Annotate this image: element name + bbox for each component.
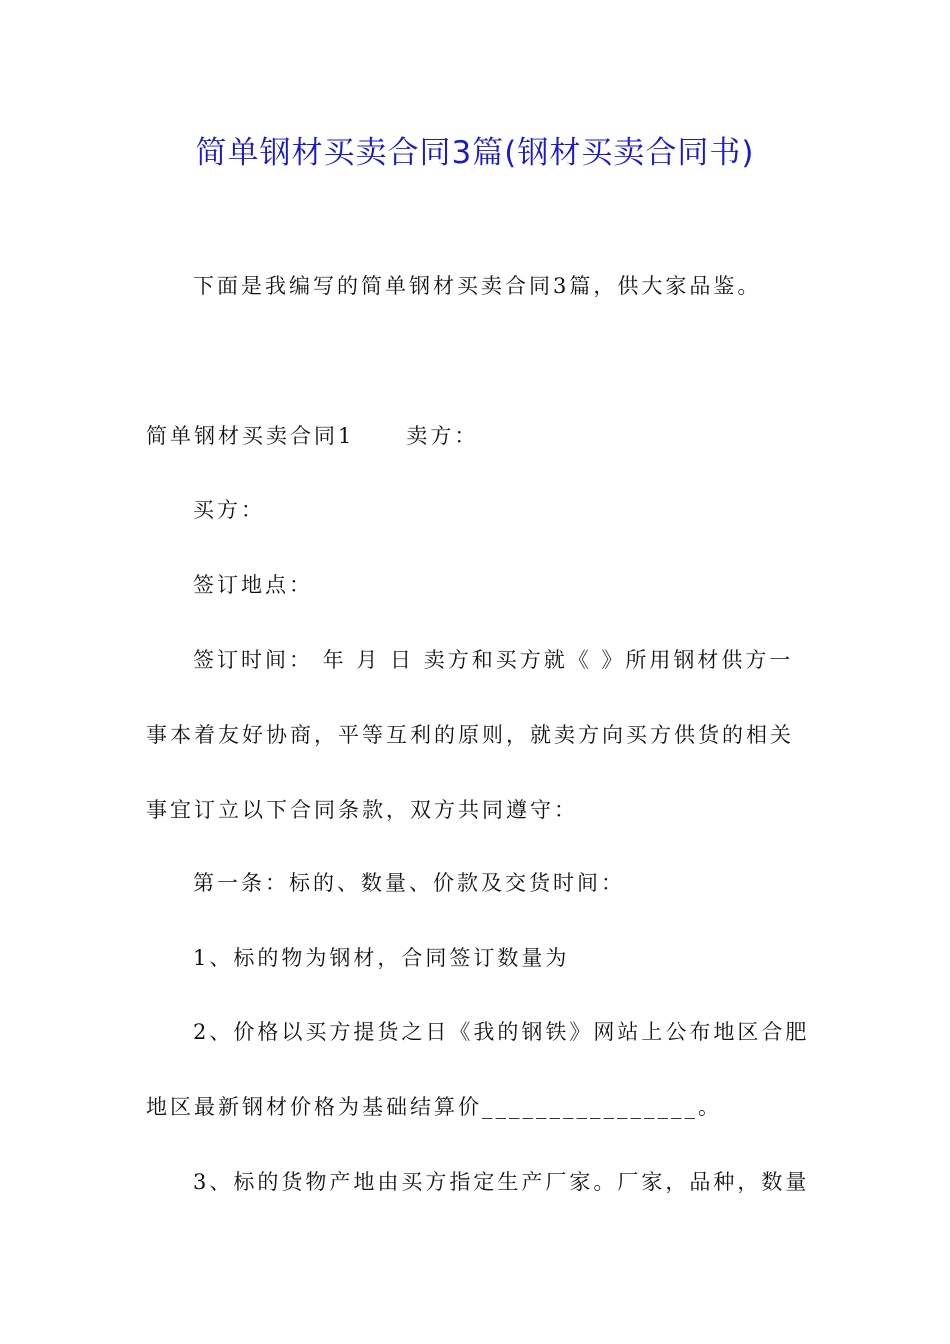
contract-heading-line: [146, 421, 478, 451]
item2-paragraph-line2: 地区最新钢材价格为基础结算价________________。: [146, 1095, 722, 1119]
sign-time-paragraph-line3: 事宜订立以下合同条款，双方共同遵守：: [146, 798, 578, 822]
document-title: 简单钢材买卖合同3篇(钢材买卖合同书): [195, 135, 755, 171]
sign-time-paragraph-line1: 签订时间： 年 月 日 卖方和买方就《 》所用钢材供方一: [193, 648, 794, 672]
sign-time-paragraph-line2: 事本着友好协商，平等互利的原则，就卖方向买方供货的相关: [146, 723, 794, 747]
sign-place-label: 签订地点：: [193, 573, 313, 597]
buyer-label: 买方：: [193, 498, 265, 522]
intro-paragraph: 下面是我编写的简单钢材买卖合同3篇，供大家品鉴。: [193, 274, 762, 298]
item3-paragraph-line1: 3、标的货物产地由买方指定生产厂家。厂家，品种，数量: [193, 1170, 810, 1194]
item2-paragraph-line1: 2、价格以买方提货之日《我的钢铁》网站上公布地区合肥: [193, 1020, 810, 1044]
contract-heading: 简单钢材买卖合同1: [146, 424, 355, 448]
seller-label: 卖方：: [406, 424, 479, 448]
item1-paragraph: 1、标的物为钢材，合同签订数量为: [193, 946, 570, 970]
article1-heading: 第一条：标的、数量、价款及交货时间：: [193, 871, 625, 895]
